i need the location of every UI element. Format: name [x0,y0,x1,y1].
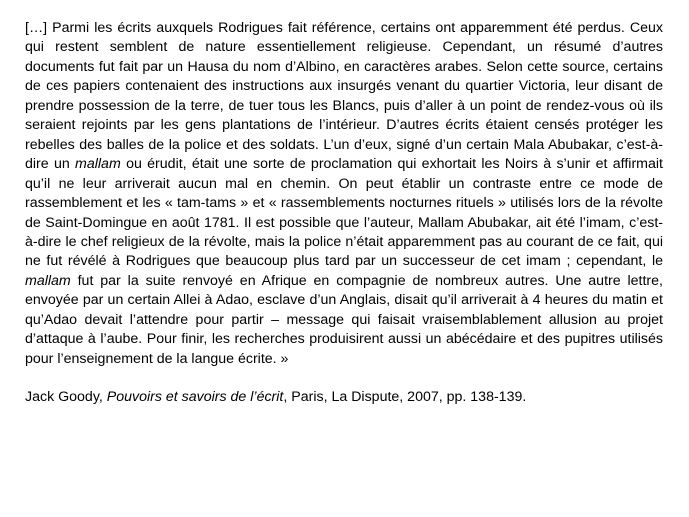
quote-paragraph [25,19,663,369]
quote-text-part-3: fut par la suite renvoyé en Afrique en compagnie de nombreux autres. Une autre lettre, envoyée par un certain Allei à Adao, esclave d’un Anglais, disait qu’il arriverait à 4 heures du matin et qu’Adao devait l’attendre pour partir – message qui faisait vraisemblablement allusion au projet d’attaque à l’aube. Pour finir, les recherches produisirent aussi un abécédaire et des pupitres utilisés pour l’enseignement de la langue écrite. » [25,272,663,367]
citation-title: Pouvoirs et savoirs de l’écrit [106,389,284,406]
quote-text-part-2: ou érudit, était une sorte de proclamation qui exhortait les Noirs à s’unir et affirmait qu’il ne leur arriverait aucun mal en chemin. On peut établir un contraste entre ce mode de rassemblement et les « tam-tams » et « rassemblements nocturnes rituels » utilisés lors de la révolte de Saint-Domingue en août 1781. Il est possible que l’auteur, Mallam Abubakar, ait été l’imam, c’est-à-dire le chef religieux de la révolte, mais la police n’était apparemment pas au courant de ce fait, qui ne fut révélé à Rodrigues que beaucoup plus tard par un successeur de cet imam ; cependant, le [25,156,663,270]
citation [25,388,663,407]
citation-details: , Paris, La Dispute, 2007, pp. 138-139. [283,389,527,406]
quote-emphasis-mallam-2: mallam [25,272,71,289]
document-page [25,19,663,408]
quote-text-part-1: […] Parmi les écrits auxquels Rodrigues fait référence, certains ont apparemment été perdus. Ceux qui restent semblent de nature essentiellement religieuse. Cependant, un résumé d’autres documents fut fait par un Hausa du nom d’Albino, en caractères arabes. Selon cette source, certains de ces papiers contenaient des instructions aux insurgés venant du quartier Victoria, leur disant de prendre possession de la terre, de tuer tous les Blancs, puis d’aller à un point de rendez-vous où ils seraient rejoints par les gens plantations de l’intérieur. D’autres écrits étaient censés protéger les rebelles des balles de la police et des soldats. L’un d’eux, signé d’un certain Mala Abubakar, c’est-à-dire un [25,20,663,173]
citation-author: Jack Goody, [25,389,107,406]
quote-emphasis-mallam-1: mallam [75,156,121,173]
